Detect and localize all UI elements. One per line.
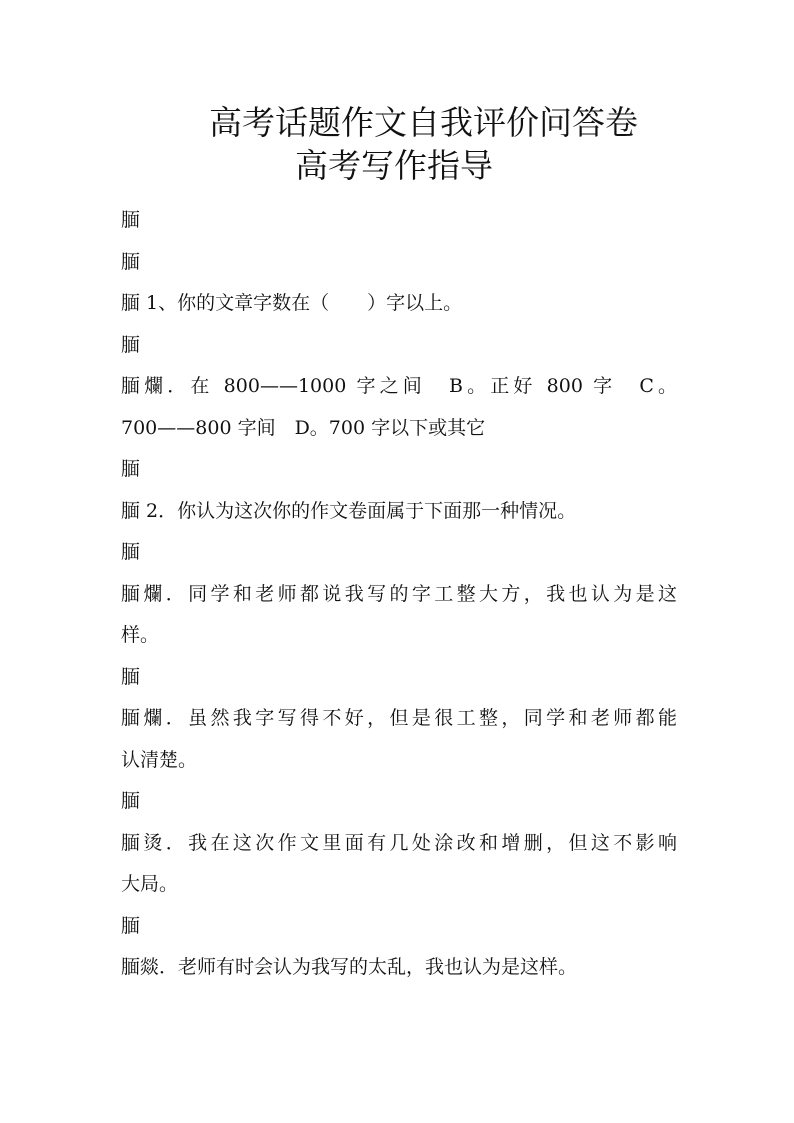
question-1-options-line-2: 700——800 字间 D。700 字以下或其它 [121,416,486,439]
text-line: 腼 [121,665,141,688]
document-subtitle: 高考写作指导 [295,146,493,185]
question-2-option-a-line-2: 样。 [121,624,160,646]
text-line: 腼 [121,790,141,812]
text-line: 腼 [121,333,141,356]
document-title: 高考话题作文自我评价问答卷 [209,103,638,142]
document-body [121,210,681,999]
question-1-options-line-1: 腼爛．在 800——1000 字之间 B。正好 800 字 C。 [121,375,677,397]
question-2-option-c-line-1: 腼烫．我在这次作文里面有几处涂改和增删，但这不影响 [121,831,677,854]
question-1: 腼 1、你的文章字数在（ ）字以上。 [121,292,463,314]
question-2-option-b-line-1: 腼爛．虽然我字写得不好，但是很工整，同学和老师都能 [121,707,677,729]
question-2: 腼 2．你认为这次你的作文卷面属于下面那一种情况。 [121,499,577,522]
question-2-option-d: 腼燚．老师有时会认为我写的太乱，我也认为是这样。 [121,956,578,978]
text-line: 腼 [121,541,141,563]
question-2-option-c-line-2: 大局。 [121,873,179,895]
text-line: 腼 [121,209,141,231]
text-line: 腼 [121,914,141,937]
question-2-option-a-line-1: 腼爛．同学和老师都说我写的字工整大方，我也认为是这 [121,582,677,605]
text-line: 腼 [121,250,141,273]
text-line: 腼 [121,458,141,480]
question-2-option-b-line-2: 认清楚。 [121,748,198,771]
